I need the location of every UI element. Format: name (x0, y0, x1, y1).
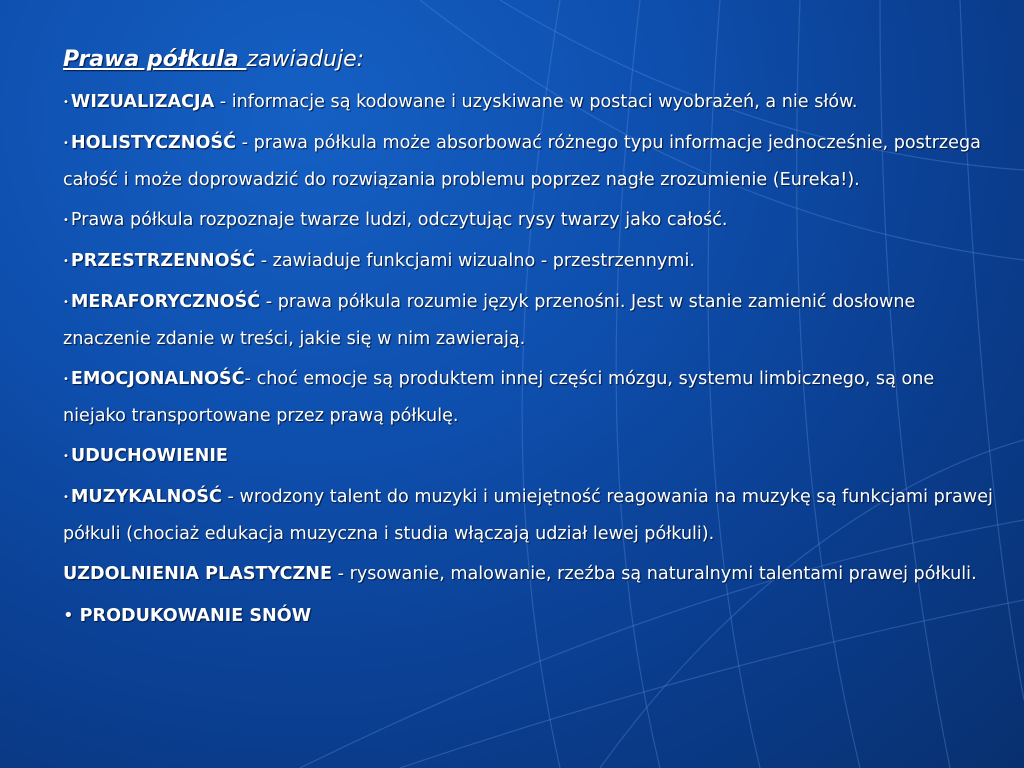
list-item-text: - choć emocje są produktem innej części mózgu, systemu limbicznego, są one niejako transportowane przez prawą półkulę. (63, 369, 935, 426)
list-item (63, 284, 993, 357)
list-item-text: - prawa półkula może absorbować różnego typu informacje jednocześnie, postrzega całość i może doprowadzić do rozwiązania problemu poprzez nagłe zrozumienie (Eureka!). (63, 133, 981, 190)
list-item (63, 243, 993, 280)
list-item-text: Prawa półkula rozpoznaje twarze ludzi, odczytując rysy twarzy jako całość. (70, 210, 728, 230)
list-item-term: PRZESTRZENNOŚĆ (70, 251, 256, 271)
heading-underlined: Prawa półkula (63, 47, 247, 72)
last-item (63, 598, 993, 634)
bullet-icon: • (63, 256, 69, 267)
extra-item (63, 556, 993, 592)
list-item-term: MERAFORYCZNOŚĆ (70, 292, 261, 312)
bullet-icon: • (63, 451, 69, 462)
list-item (63, 84, 993, 121)
list-item-term: HOLISTYCZNOŚĆ (70, 133, 237, 153)
list-item-term: WIZUALIZACJA (70, 92, 215, 112)
bullet-icon: • (63, 97, 69, 108)
bullet-icon: • (63, 138, 69, 149)
slide-heading (63, 42, 993, 78)
list-item (63, 202, 993, 239)
list-item-text: - informacje są kodowane i uzyskiwane w postaci wyobrażeń, a nie słów. (214, 92, 858, 112)
bullet-icon: • (63, 492, 69, 503)
slide-content (63, 42, 993, 638)
list-item-text: - zawiaduje funkcjami wizualno - przestrzennymi. (255, 251, 695, 271)
list-item-term: MUZYKALNOŚĆ (70, 487, 222, 507)
list-item (63, 125, 993, 198)
bullet-icon: • (63, 605, 74, 626)
bullet-icon: • (63, 215, 69, 226)
bullet-icon: • (63, 374, 69, 385)
heading-rest: zawiaduje: (246, 47, 365, 72)
list-item (63, 438, 993, 475)
extra-text: - rysowanie, malowanie, rzeźba są naturalnymi talentami prawej półkuli. (332, 564, 977, 584)
bullet-list (63, 84, 993, 552)
extra-term: UZDOLNIENIA PLASTYCZNE (63, 564, 333, 584)
bullet-icon: • (63, 297, 69, 308)
list-item-text: - wrodzony talent do muzyki i umiejętność reagowania na muzykę są funkcjami prawej półkuli (chociaż edukacja muzyczna i studia włączają udział lewej półkuli). (63, 487, 993, 544)
list-item-text: - prawa półkula rozumie język przenośni. Jest w stanie zamienić dosłowne znaczenie zdanie w treści, jakie się w nim zawierają. (63, 292, 916, 349)
list-item (63, 479, 993, 552)
list-item (63, 361, 993, 434)
list-item-term: EMOCJONALNOŚĆ (70, 369, 245, 389)
last-term: PRODUKOWANIE SNÓW (79, 606, 312, 626)
list-item-term: UDUCHOWIENIE (70, 446, 228, 466)
